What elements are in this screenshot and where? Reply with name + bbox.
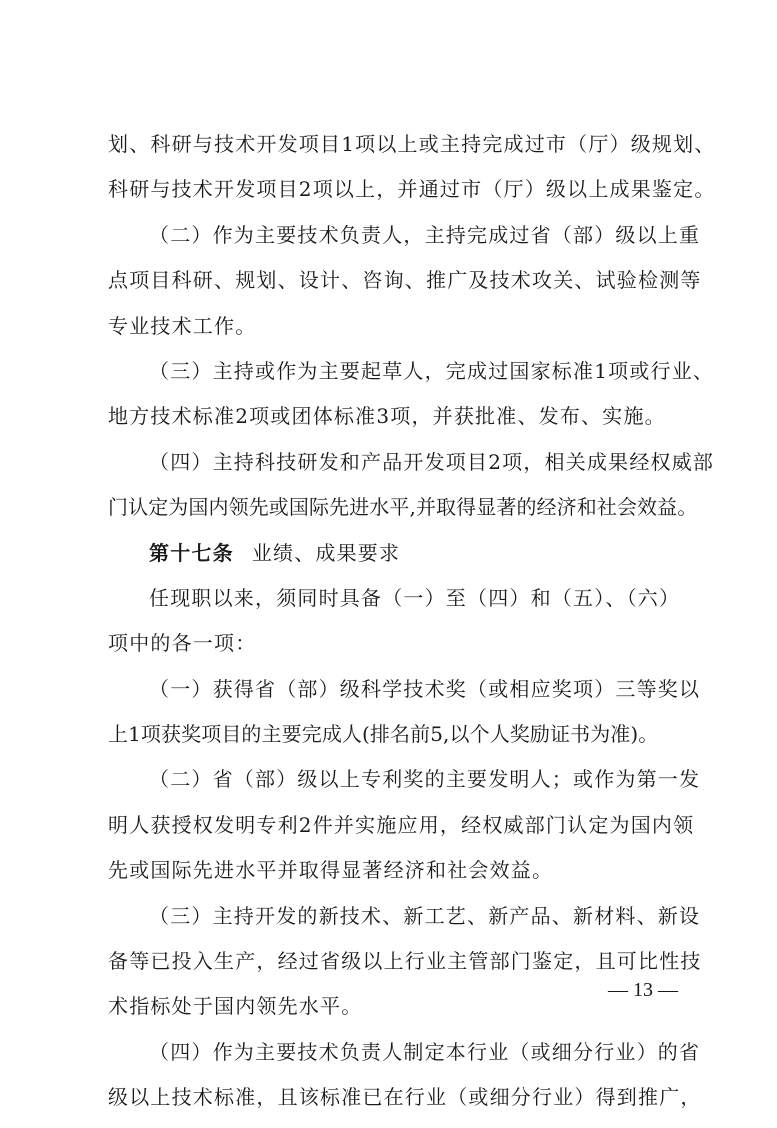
text-line: 备等已投入生产，经过省级以上行业主管部门鉴定，且可比性技 [108, 949, 702, 974]
paragraph-item-1: （一）获得省（部）级科学技术奖（或相应奖项）三等奖以 [149, 676, 701, 701]
paragraph-intro: 任现职以来，须同时具备（一）至（四）和（五）、（六） [149, 585, 681, 610]
paragraph-item-3b: （三）主持开发的新技术、新工艺、新产品、新材料、新设 [149, 903, 701, 928]
page-number: — 13 — [608, 979, 678, 1001]
paragraph-item-3: （三）主持或作为主要起草人，完成过国家标准1项或行业、 [149, 358, 715, 383]
text-line: 上1项获奖项目的主要完成人(排名前5,以个人奖励证书为准)。 [108, 722, 659, 747]
paragraph-item-4b: （四）作为主要技术负责人制定本行业（或细分行业）的省 [149, 1039, 701, 1064]
paragraph-item-4: （四）主持科技研发和产品开发项目2项，相关成果经权威部 [149, 449, 715, 474]
text-line: 点项目科研、规划、设计、咨询、推广及技术攻关、试验检测等 [108, 268, 702, 293]
article-title: 业绩、成果要求 [251, 540, 401, 565]
paragraph-item-2b: （二）省（部）级以上专利奖的主要发明人；或作为第一发 [149, 767, 701, 792]
article-number: 第十七条 [149, 540, 234, 565]
text-line: 级以上技术标准，且该标准已在行业（或细分行业）得到推广， [108, 1085, 702, 1110]
text-line: 项中的各一项： [108, 631, 257, 656]
text-line: 术指标处于国内领先水平。 [108, 994, 363, 1019]
text-line: 明人获授权发明专利2件并实施应用，经权威部门认定为国内领 [108, 812, 695, 837]
text-line: 专业技术工作。 [108, 313, 257, 338]
text-line: 先或国际先进水平并取得显著经济和社会效益。 [108, 858, 554, 883]
text-line: 门认定为国内领先或国际先进水平,并取得显著的经济和社会效益。 [108, 495, 698, 520]
text-line: 地方技术标准2项或团体标准3项，并获批准、发布、实施。 [108, 404, 666, 429]
paragraph-item-2: （二）作为主要技术负责人，主持完成过省（部）级以上重 [149, 222, 701, 247]
article-heading [108, 538, 688, 568]
text-line: 划、科研与技术开发项目1项以上或主持完成过市（厅）级规划、 [108, 132, 716, 156]
text-line: 科研与技术开发项目2项以上，并通过市（厅）级以上成果鉴定。 [108, 177, 716, 202]
